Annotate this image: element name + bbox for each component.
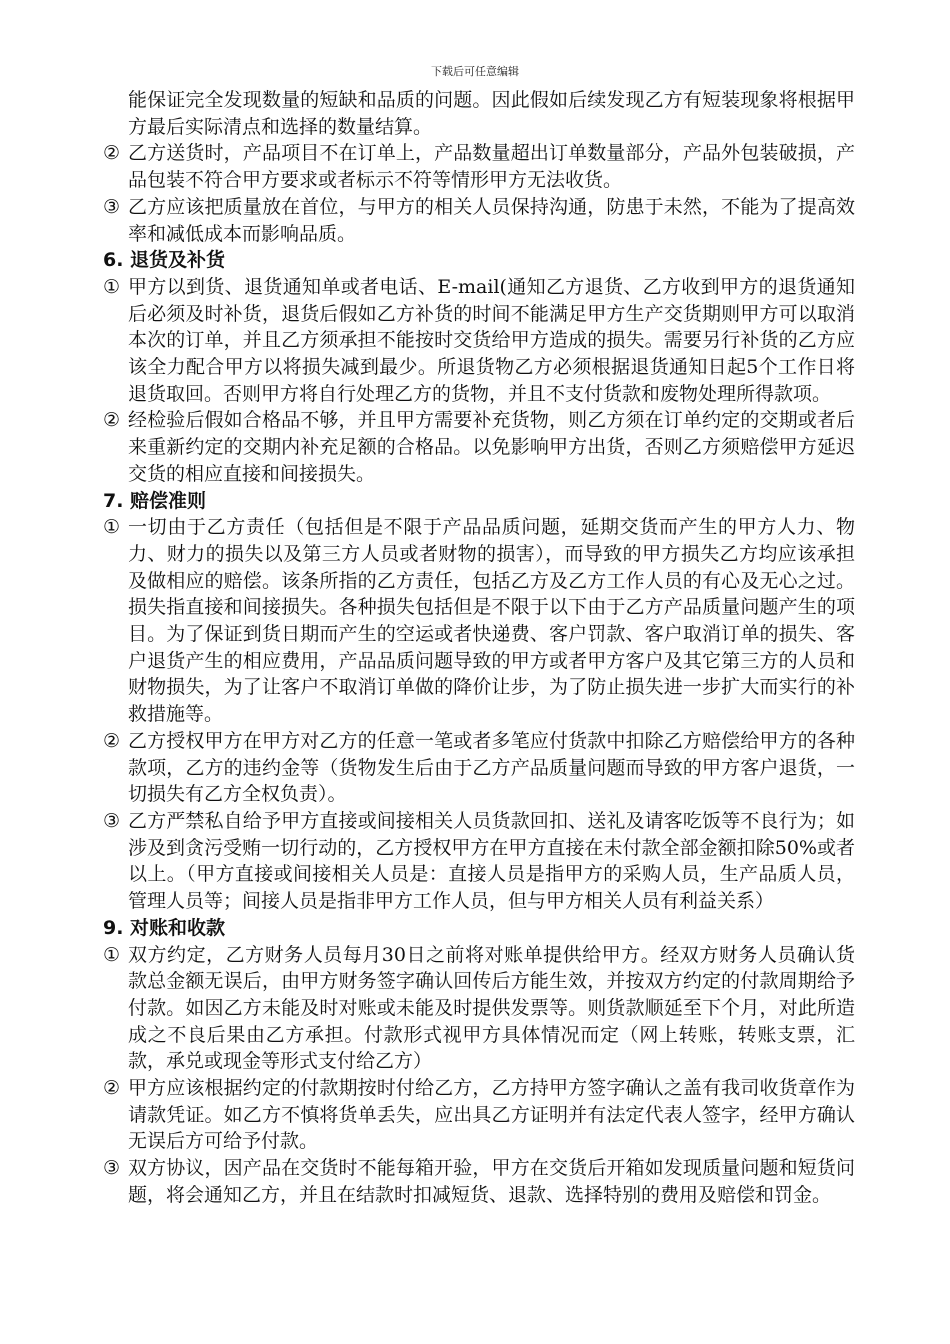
item-number: ② — [103, 142, 121, 165]
item-text: 乙方授权甲方在甲方对乙方的任意一笔或者多笔应付货款中扣除乙方赔偿给甲方的各种款项，乙方的违约金等（货物发生后由于乙方产品质量问题而导致的甲方客户退货，一切损失有乙方全权负责）。 — [128, 729, 855, 806]
item-number: ② — [103, 1077, 121, 1100]
item-text: 乙方应该把质量放在首位，与甲方的相关人员保持沟通，防患于未然，不能为了提高效率和减低成本而影响品质。 — [128, 195, 855, 245]
item-text: 乙方严禁私自给予甲方直接或间接相关人员货款回扣、送礼及请客吃饭等不良行为；如涉及到贪污受贿一切行动的，乙方授权甲方在甲方直接在未付款全部金额扣除50%或者以上。（甲方直接或间接相关人员是：直接人员是指甲方的采购人员，生产品质人员，管理人员等；间接人员是指非甲方工作人员，但与甲方相关人员有利益关系） — [128, 809, 855, 913]
item-text: 经检验后假如合格品不够，并且甲方需要补充货物，则乙方须在订单约定的交期或者后来重新约定的交期内补充足额的合格品。以免影响甲方出货，否则乙方须赔偿甲方延迟交货的相应直接和间接损失。 — [128, 409, 855, 485]
list-item — [103, 728, 855, 808]
page-header: 下载后可任意编辑 — [431, 65, 519, 78]
section-heading-compensation: 7. 赔偿准则 — [103, 489, 207, 512]
item-number: ③ — [103, 809, 121, 832]
list-item — [103, 407, 855, 487]
item-number: ③ — [103, 195, 121, 218]
list-item — [103, 808, 855, 915]
list-item — [103, 274, 855, 408]
item-number: ③ — [103, 1157, 121, 1180]
list-item — [103, 194, 855, 247]
document-body — [103, 87, 855, 1209]
item-text: 双方约定，乙方财务人员每月30日之前将对账单提供给甲方。经双方财务人员确认货款总金额无误后，由甲方财务签字确认回传后方能生效，并按双方约定的付款周期给予付款。如因乙方未能及时对账或未能及时提供发票等。则货款顺延至下个月，对此所造成之不良后果由乙方承担。付款形式视甲方具体情况而定（网上转账，转账支票，汇款，承兑或现金等形式支付给乙方） — [128, 943, 855, 1073]
item-text: 甲方应该根据约定的付款期按时付给乙方，乙方持甲方签字确认之盖有我司收货章作为请款凭证。如乙方不慎将货单丢失，应出具乙方证明并有法定代表人签字，经甲方确认无误后方可给予付款。 — [128, 1077, 855, 1153]
list-item — [103, 140, 855, 193]
section-heading-returns: 6. 退货及补货 — [103, 249, 226, 272]
item-number: ① — [103, 516, 121, 539]
section-heading-reconciliation: 9. 对账和收款 — [103, 916, 226, 939]
item-number: ② — [103, 729, 121, 752]
item-number: ② — [103, 409, 121, 432]
list-item — [103, 1075, 855, 1155]
list-item — [103, 1155, 855, 1208]
item-number: ① — [103, 275, 121, 298]
item-text: 双方协议，因产品在交货时不能每箱开验，甲方在交货后开箱如发现质量问题和短货问题，将会通知乙方，并且在结款时扣减短货、退款、选择特别的费用及赔偿和罚金。 — [128, 1157, 855, 1206]
item-text: 甲方以到货、退货通知单或者电话、E-mail(通知乙方退货、乙方收到甲方的退货通知后必须及时补货，退货后假如乙方补货的时间不能满足甲方生产交货期则甲方可以取消本次的订单，并且乙方须承担不能按时交货给甲方造成的损失。需要另行补货的乙方应该全力配合甲方以将损失减到最少。所退货物乙方必须根据退货通知日起5个工作日将退货取回。否则甲方将自行处理乙方的货物，并且不支付货款和废物处理所得款项。 — [128, 275, 855, 405]
list-item — [103, 514, 855, 728]
item-text: 乙方送货时，产品项目不在订单上，产品数量超出订单数量部分，产品外包装破损，产品包装不符合甲方要求或者标示不符等情形甲方无法收货。 — [128, 142, 855, 192]
item-number: ① — [103, 943, 121, 966]
continued-paragraph: 能保证完全发现数量的短缺和品质的问题。因此假如后续发现乙方有短装现象将根据甲方最后实际清点和选择的数量结算。 — [128, 89, 855, 138]
list-item — [103, 942, 855, 1076]
item-text: 一切由于乙方责任（包括但是不限于产品品质问题，延期交货而产生的甲方人力、物力、财力的损失以及第三方人员或者财物的损害），而导致的甲方损失乙方均应该承担及做相应的赔偿。该条所指的乙方责任，包括乙方及乙方工作人员的有心及无心之过。损失指直接和间接损失。各种损失包括但是不限于以下由于乙方产品质量问题产生的项目。为了保证到货日期而产生的空运或者快递费、客户罚款、客户取消订单的损失、客户退货产生的相应费用，产品品质问题导致的甲方或者甲方客户及其它第三方的人员和财物损失，为了让客户不取消订单做的降价让步，为了防止损失进一步扩大而实行的补救措施等。 — [128, 516, 855, 726]
